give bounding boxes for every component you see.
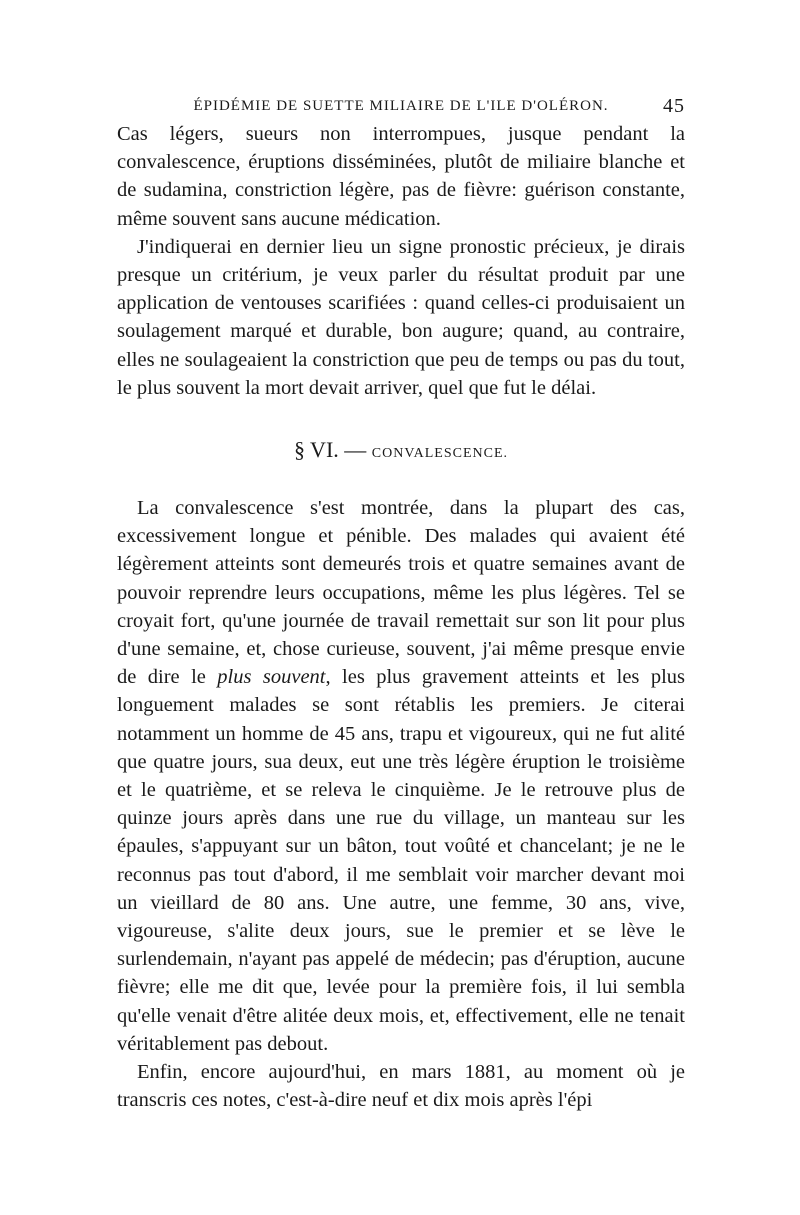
section-title: CONVALESCENCE.: [371, 446, 509, 462]
running-title: ÉPIDÉMIE DE SUETTE MILIAIRE DE L'ILE D'OLÉRON.: [193, 98, 609, 114]
page-number: 45: [663, 95, 685, 117]
paragraph-convalescence: [117, 494, 685, 1058]
running-header: [117, 92, 685, 120]
paragraph-convalescence-part2: , les plus gravement atteints et les plus longuement malades se sont rétablis les premiers. Je citerai notamment un homme de 45 ans, trapu et vigoureux, qui ne fut alité que quatre jours, sua deux, eut une très légère éruption le troisième et le quatrième, et se releva le cinquième. Je le retrouve plus de quinze jours après dans une rue du village, un manteau sur les épaules, s'appuyant sur un bâton, tout voûté et chancelant; je ne le reconnus pas tout d'abord, il me semblait voir marcher devant moi un vieillard de 80 ans. Une autre, une femme, 30 ans, vive, vigoureuse, s'alite deux jours, sue le premier et se lève le surlendemain, n'ayant pas appelé de médecin; pas d'éruption, aucune fièvre; elle me dit que, levée pour la première fois, il lui sembla qu'elle venait d'être alitée deux mois, et, effectivement, elle ne tenait véritablement pas debout.: [117, 666, 685, 1055]
paragraph-mild-cases: Cas légers, sueurs non interrompues, jusque pendant la convalescence, éruptions disséminées, plutôt de miliaire blanche et de sudamina, constriction légère, pas de fièvre: guérison constante, même souvent sans aucune médication.: [117, 123, 685, 230]
book-page: [117, 92, 685, 1115]
paragraph-prognostic-sign: J'indiquerai en dernier lieu un signe pronostic précieux, je dirais presque un critérium, je veux parler du résultat produit par une application de ventouses scarifiées : quand celles-ci produisaient un soulagement marqué et durable, bon augure; quand, au contraire, elles ne soulageaient la constriction que peu de temps ou pas du tout, le plus souvent la mort devait arriver, quel que fut le délai.: [117, 235, 685, 399]
paragraph-enfin: Enfin, encore aujourd'hui, en mars 1881, au moment où je transcris ces notes, c'est-à-dire neuf et dix mois après l'épi: [117, 1061, 685, 1112]
italic-plus-souvent: plus souvent: [217, 666, 326, 689]
section-number: § VI. —: [293, 437, 367, 463]
paragraph-convalescence-part1: La convalescence s'est montrée, dans la plupart des cas, excessivement longue et pénible. Des malades qui avaient été légèrement atteints sont demeurés trois et quatre semaines avant de pouvoir reprendre leurs occupations, même les plus légères. Tel se croyait fort, qu'une journée de travail remettait sur son lit pour plus d'une semaine, et, chose curieuse, souvent, j'ai même presque envie de dire le: [117, 497, 685, 689]
section-heading: [117, 436, 685, 468]
